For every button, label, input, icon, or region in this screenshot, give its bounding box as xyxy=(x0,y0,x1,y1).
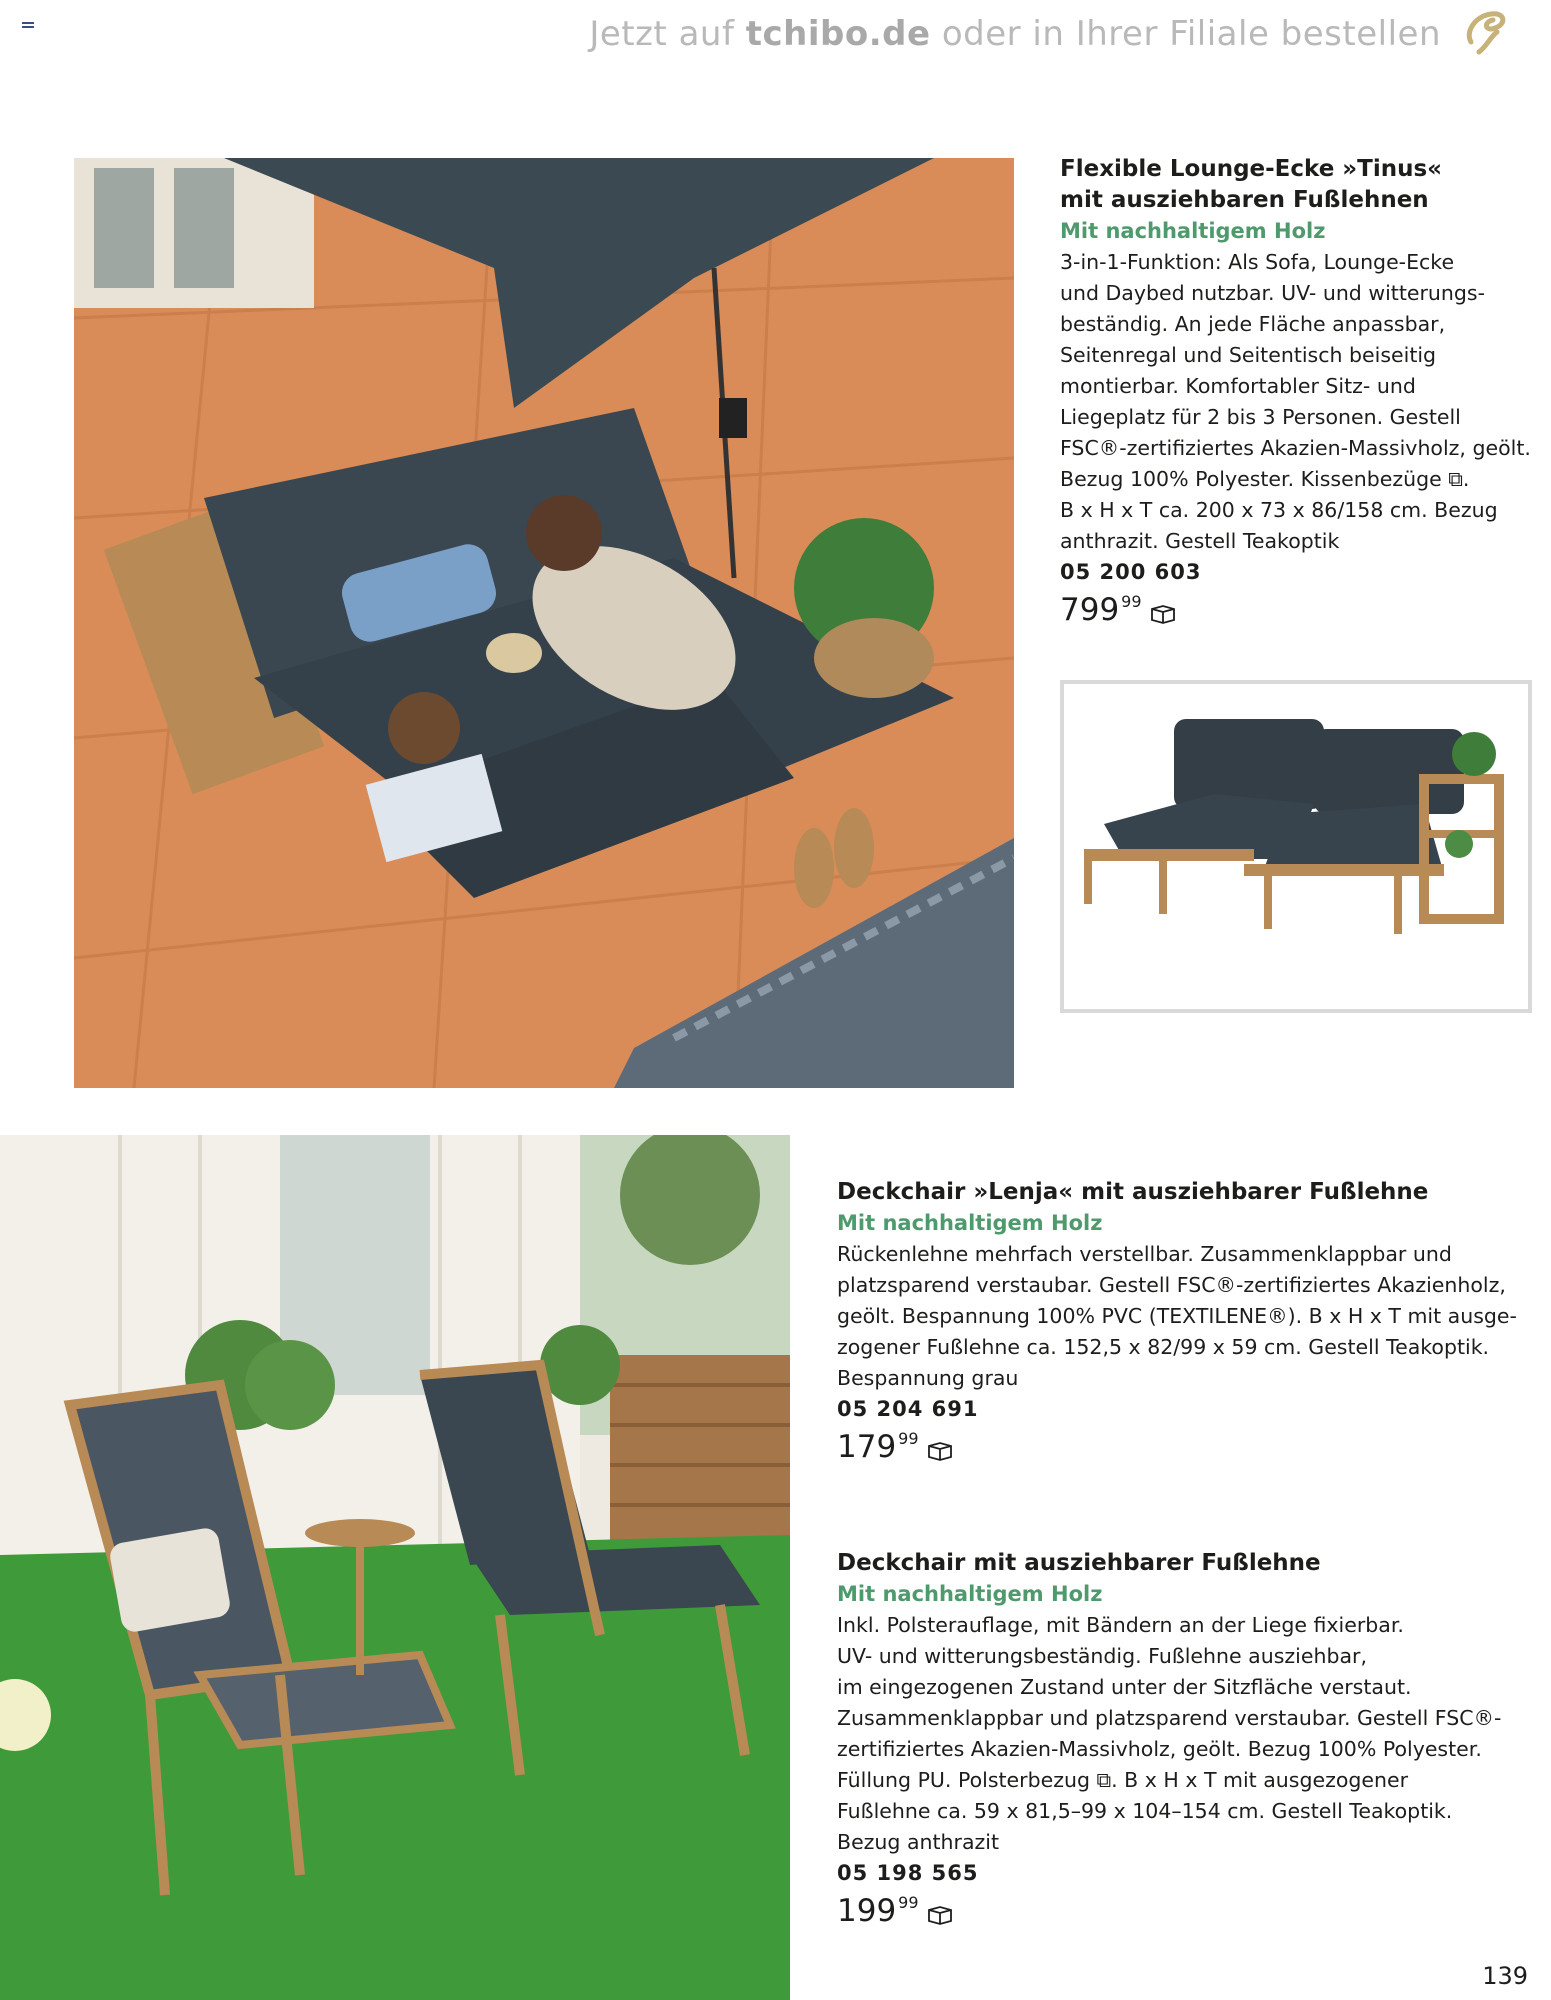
product-title: Flexible Lounge-Ecke »Tinus« mit ausziehbaren Fußlehnen xyxy=(1060,156,1443,213)
deckchairs-garden-photo xyxy=(0,1135,790,2000)
product-lounge-tinus xyxy=(1060,154,1551,628)
product-deckchair-lenja xyxy=(837,1177,1517,1465)
shipping-box-icon xyxy=(927,1905,953,1925)
price-euro: 199 xyxy=(837,1893,897,1929)
article-number: 05 198 565 xyxy=(837,1861,979,1885)
lounge-terrace-photo xyxy=(74,158,1014,1088)
shipping-box-icon xyxy=(927,1441,953,1461)
header-order-banner xyxy=(589,14,1441,54)
price-euro: 179 xyxy=(837,1429,897,1465)
article-number: 05 200 603 xyxy=(1060,560,1202,584)
article-number: 05 204 691 xyxy=(837,1397,979,1421)
shipping-box-icon xyxy=(1150,604,1176,624)
page-number: 139 xyxy=(1482,1962,1528,1990)
price-cent: 99 xyxy=(1121,592,1142,611)
price-cent: 99 xyxy=(898,1893,919,1912)
header-brand-link[interactable]: tchibo.de xyxy=(745,14,931,54)
price-euro: 799 xyxy=(1060,592,1120,628)
product-description: Rückenlehne mehrfach verstellbar. Zusammenklappbar und platzsparend verstaubar. Gestell FSC®-zertifiziertes Akazienholz, geölt. Bespannung 100% PVC (TEXTILENE®). B x H x T mit ausge- zogener Fußlehne ca. 152,5 x 82/99 x 59 cm. Gestell Teakoptik. Bespannung grau xyxy=(837,1242,1517,1390)
price xyxy=(1060,592,1551,628)
product-description: Inkl. Polsterauflage, mit Bändern an der Liege fixierbar. UV- und witterungsbeständig. Fußlehne ausziehbar, im eingezogenen Zustand unter der Sitzfläche verstaut. Zusammenklappbar und platzsparend verstaubar. Gestell FSC®- zertifiziertes Akazien-Massivholz, geölt. Bezug 100% Polyester. Füllung PU. Polsterbezug ⧉. B x H x T mit ausgezogener Fußlehne ca. 59 x 81,5–99 x 104–154 cm. Gestell Teakoptik. Bezug anthrazit xyxy=(837,1613,1502,1854)
sustainable-wood-tag: Mit nachhaltigem Holz xyxy=(837,1582,1103,1606)
lounge-product-photo xyxy=(1060,680,1532,1013)
price-cent: 99 xyxy=(898,1429,919,1448)
product-title: Deckchair »Lenja« mit ausziehbarer Fußlehne xyxy=(837,1179,1429,1205)
header-text-after: oder in Ihrer Filiale bestellen xyxy=(930,14,1441,54)
product-deckchair-cushion xyxy=(837,1548,1517,1929)
menu-icon[interactable] xyxy=(22,22,34,30)
tchibo-logo-icon xyxy=(1457,2,1515,60)
sustainable-wood-tag: Mit nachhaltigem Holz xyxy=(837,1211,1103,1235)
product-description: 3-in-1-Funktion: Als Sofa, Lounge-Ecke und Daybed nutzbar. UV- und witterungs- beständig. An jede Fläche anpassbar, Seitenregal und Seitentisch beiseitig montierbar. Komfortabler Sitz- und Liegeplatz für 2 bis 3 Personen. Gestell FSC®-zertifiziertes Akazien-Massivholz, geölt. Bezug 100% Polyester. Kissenbezüge ⧉. B x H x T ca. 200 x 73 x 86/158 cm. Bezug anthrazit. Gestell Teakoptik xyxy=(1060,250,1531,553)
product-title: Deckchair mit ausziehbarer Fußlehne xyxy=(837,1550,1321,1576)
price xyxy=(837,1893,1517,1929)
sustainable-wood-tag: Mit nachhaltigem Holz xyxy=(1060,219,1326,243)
header-text-before: Jetzt auf xyxy=(589,14,746,54)
price xyxy=(837,1429,1517,1465)
